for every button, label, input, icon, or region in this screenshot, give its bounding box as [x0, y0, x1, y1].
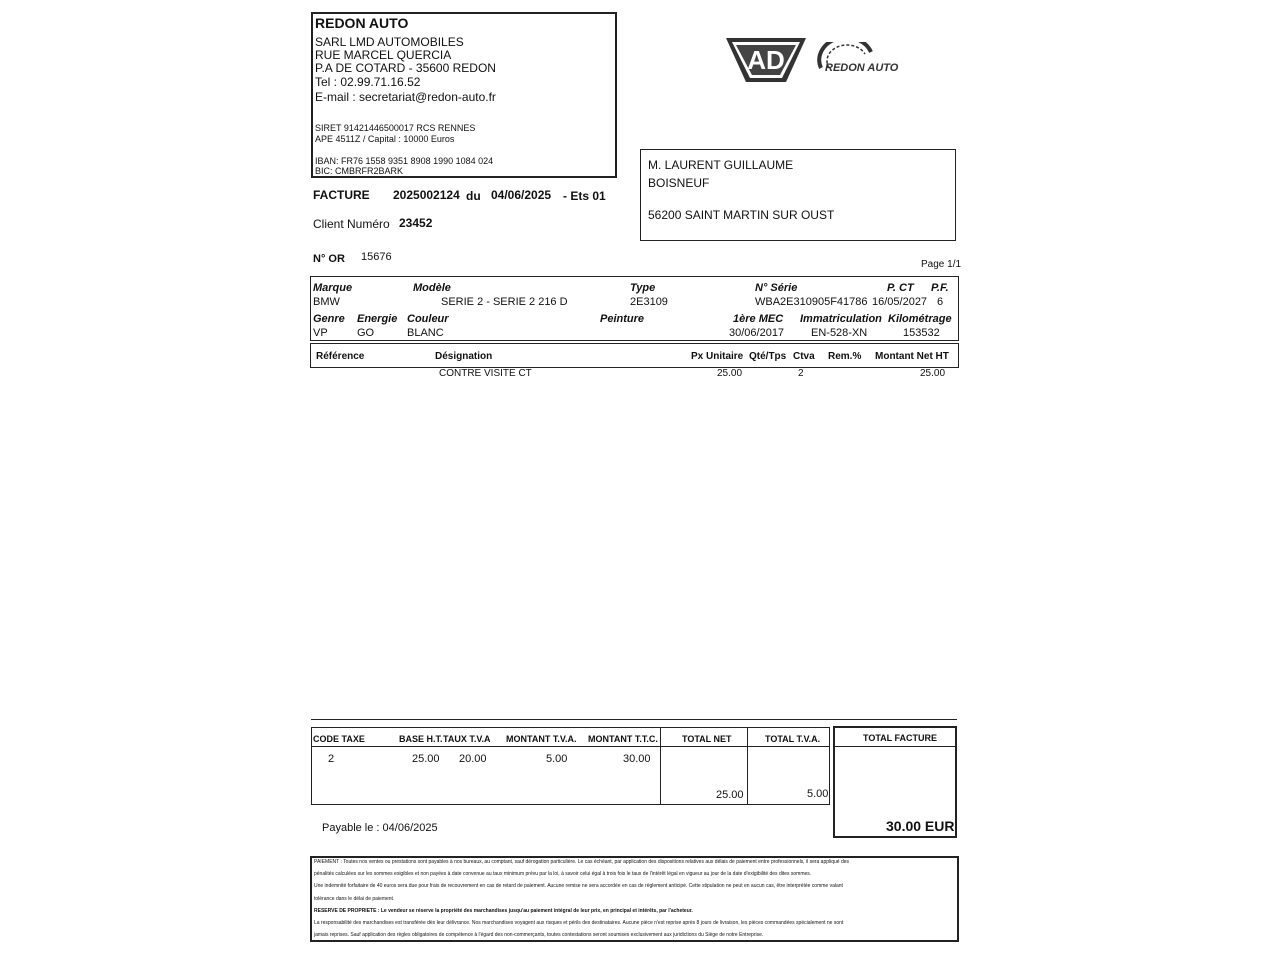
tax-col-divider-1	[660, 727, 661, 805]
client-number-label: Client Numéro	[313, 217, 390, 231]
label-kilometrage: Kilométrage	[888, 313, 952, 325]
tax-col-divider-2	[747, 727, 748, 805]
label-energie: Energie	[357, 313, 398, 325]
tax-base: 25.00	[412, 753, 440, 765]
col-base-ht: BASE H.T.	[399, 734, 443, 744]
col-montant-ttc: MONTANT T.T.C.	[588, 734, 658, 744]
row-designation: CONTRE VISITE CT	[439, 368, 532, 379]
row-montant: 25.00	[920, 368, 946, 379]
col-qte: Qté/Tps	[749, 351, 787, 362]
redon-auto-logo	[815, 42, 899, 74]
terms-line: La responsabilité des marchandises est transférée dès leur délivrance. Nos marchandises voyagent aux risques et périls des destinataires. Aucune pièce n'est reprise après 8 jours de livraison, les pièces commandées spécialement ne sont	[314, 920, 844, 926]
label-mec: 1ère MEC	[733, 313, 784, 325]
customer-name: M. LAURENT GUILLAUME	[648, 158, 794, 172]
col-total-net: TOTAL NET	[682, 734, 732, 744]
col-ctva: Ctva	[793, 351, 815, 362]
vehicle-divider	[310, 340, 959, 341]
terms-line: tolérance dans le délai de paiement.	[314, 896, 395, 902]
customer-address-line: BOISNEUF	[648, 176, 710, 190]
company-email: E-mail : secretariat@redon-auto.fr	[315, 90, 496, 104]
value-energie: GO	[357, 327, 375, 339]
lines-table-header	[310, 343, 959, 368]
col-montant: Montant Net HT	[875, 351, 949, 362]
col-reference: Référence	[316, 351, 365, 362]
terms-line: jamais reprises. Sauf application des règles obligatoires de compétence à l'égard des non-commerçants, toutes contestations seront soumises exclusivement aux juridictions du Siège de notre Entreprise.	[314, 932, 764, 938]
company-siret: SIRET 91421446500017 RCS RENNES	[315, 123, 476, 133]
value-pf: 6	[937, 296, 944, 308]
invoice-number: 2025002124	[393, 188, 460, 202]
value-couleur: BLANC	[407, 327, 444, 339]
company-bic: BIC: CMBRFR2BARK	[315, 166, 404, 176]
company-info-box	[311, 12, 617, 178]
label-type: Type	[630, 282, 656, 294]
tax-rate: 20.00	[459, 753, 487, 765]
label-modele: Modèle	[413, 282, 451, 294]
col-px-unitaire: Px Unitaire	[691, 351, 744, 362]
invoice-label: FACTURE	[313, 188, 370, 202]
ad-logo	[724, 36, 808, 84]
col-code-taxe: CODE TAXE	[313, 734, 365, 744]
col-taux-tva: TAUX T.V.A	[443, 734, 491, 744]
value-pct: 16/05/2027	[872, 296, 928, 308]
terms-box	[310, 856, 959, 942]
ad-logo-text: AD	[747, 45, 785, 75]
page-number: Page 1/1	[921, 259, 962, 270]
payable-date: Payable le : 04/06/2025	[322, 822, 438, 834]
value-mec: 30/06/2017	[729, 327, 785, 339]
row-ctva: 2	[798, 368, 804, 379]
terms-line: pénalités calculées sur les sommes exigibles et non payées à date convenue au taux minimum prévu par la loi, à savoir celui égal à trois fois le taux de l'intérêt légal en vigueur au jour de la date d'exigibilité des dites sommes.	[314, 871, 812, 877]
terms-line: Une indemnité forfaitaire de 40 euros sera due pour frais de recouvrement en cas de retard de paiement. Aucune remise ne sera accordée en cas de règlement anticipé. Cette stipulation ne peut en aucun cas, être interprétée comme valant	[314, 883, 843, 889]
company-iban: IBAN: FR76 1558 9351 8908 1990 1084 024	[315, 156, 494, 166]
tax-ttc: 30.00	[623, 753, 651, 765]
customer-city: 56200 SAINT MARTIN SUR OUST	[648, 208, 835, 222]
label-genre: Genre	[313, 313, 345, 325]
total-facture-value: 30.00 EUR	[886, 818, 955, 834]
col-total-tva: TOTAL T.V.A.	[765, 734, 821, 744]
total-tva-value: 5.00	[807, 788, 829, 800]
label-pct: P. CT	[887, 282, 914, 294]
col-designation: Désignation	[435, 351, 493, 362]
label-immatriculation: Immatriculation	[800, 313, 882, 325]
value-genre: VP	[313, 327, 328, 339]
company-city: P.A DE COTARD - 35600 REDON	[315, 61, 496, 75]
terms-line: PAIEMENT : Toutes nos ventes ou prestations sont payables à nos bureaux, au comptant, sauf dérogation particulière. Le cas échéant, par application des dispositions relatives aux délais de paiement entre professionnels, il sera appliqué des	[314, 859, 850, 865]
label-peinture: Peinture	[600, 313, 645, 325]
company-phone: Tel : 02.99.71.16.52	[315, 75, 421, 89]
value-marque: BMW	[313, 296, 340, 308]
col-total-facture: TOTAL FACTURE	[863, 733, 937, 743]
customer-address-box	[640, 149, 956, 241]
tax-amount: 5.00	[546, 753, 568, 765]
label-marque: Marque	[313, 282, 353, 294]
terms-line: RESERVE DE PROPRIETE : Le vendeur se réserve la propriété des marchandises jusqu'au paiement intégral de leur prix, en principal et intérêts, par l'acheteur.	[314, 908, 693, 914]
totals-separator	[311, 719, 957, 720]
redon-logo-text: REDON AUTO	[825, 62, 899, 74]
label-couleur: Couleur	[407, 313, 449, 325]
invoice-date: 04/06/2025	[491, 188, 552, 202]
value-serie: WBA2E310905F41786	[755, 296, 868, 308]
company-street: RUE MARCEL QUERCIA	[315, 48, 452, 62]
value-immatriculation: EN-528-XN	[811, 327, 868, 339]
client-number: 23452	[399, 216, 433, 230]
value-modele: SERIE 2 - SERIE 2 216 D	[441, 296, 568, 308]
company-ape: APE 4511Z / Capital : 10000 Euros	[315, 134, 455, 144]
total-box-divider	[835, 746, 955, 747]
invoice-du-label: du	[466, 189, 481, 203]
label-serie: N° Série	[755, 282, 798, 294]
col-montant-tva: MONTANT T.V.A.	[506, 734, 577, 744]
tax-code: 2	[328, 753, 335, 765]
col-remise: Rem.%	[828, 351, 862, 362]
invoice-establishment: - Ets 01	[563, 189, 606, 203]
company-name: REDON AUTO	[315, 15, 409, 31]
row-px-unitaire: 25.00	[717, 368, 743, 379]
company-legal-name: SARL LMD AUTOMOBILES	[315, 35, 464, 49]
value-kilometrage: 153532	[903, 327, 940, 339]
value-type: 2E3109	[630, 296, 668, 308]
or-number: 15676	[361, 251, 392, 263]
tax-header-divider	[311, 746, 830, 747]
total-net-value: 25.00	[716, 789, 744, 801]
or-label: N° OR	[313, 253, 345, 265]
label-pf: P.F.	[931, 282, 949, 294]
